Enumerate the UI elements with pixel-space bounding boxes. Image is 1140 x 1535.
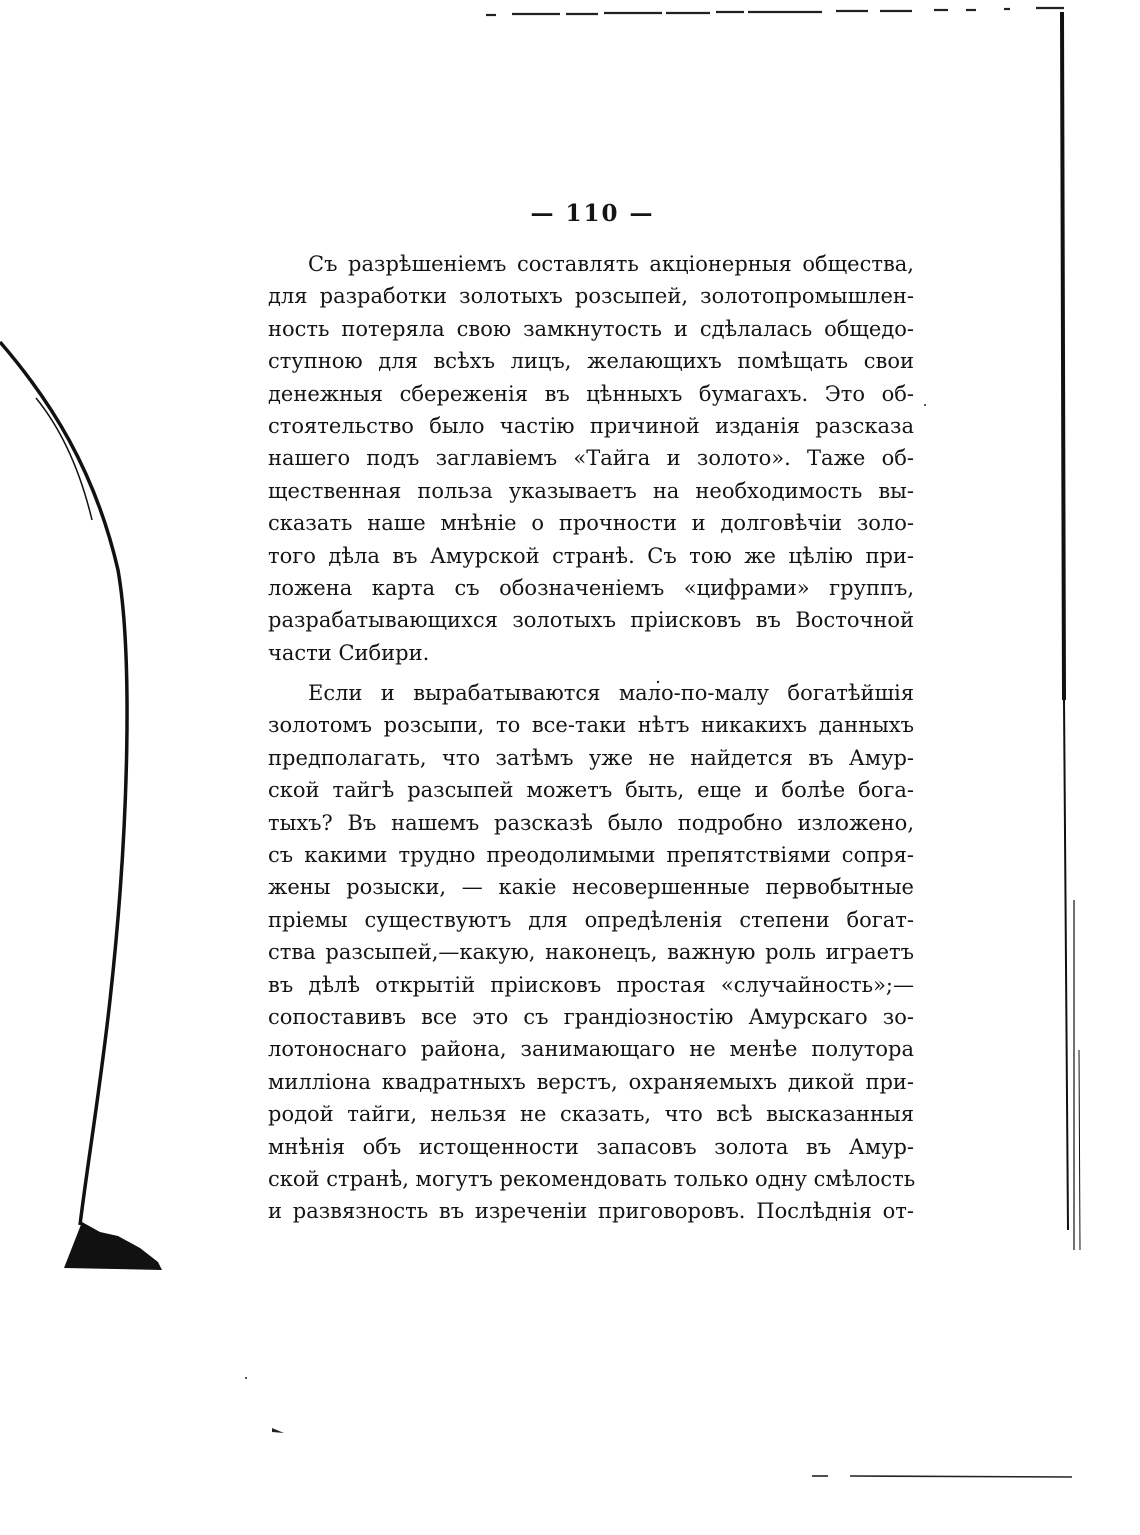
text-line: части Сибири. (268, 640, 430, 665)
text-line: ступною для всѣхъ лицъ, желающихъ помѣщать свои (268, 349, 914, 374)
text-line: ской странѣ, могутъ рекомендовать только одну смѣлость (268, 1166, 916, 1191)
text-line: разрабатывающихся золотыхъ прiисковъ въ Восточной (268, 608, 914, 633)
binding-curve (0, 342, 162, 1270)
text-line: лотоноснаго района, занимающаго не менѣе полутора (268, 1037, 914, 1062)
text-line: ложена карта съ обозначеніемъ «цифрами» группъ, (268, 575, 914, 600)
text-line: сопоставивъ все это съ грандіозностію Амурскаго зо- (268, 1004, 914, 1029)
text-line: милліона квадратныхъ верстъ, охраняемыхъ дикой при- (268, 1069, 914, 1094)
text-line: стоятельство было частію причиной изданія разсказа (268, 413, 914, 438)
text-line: золотомъ розсыпи, то все-таки нѣтъ никакихъ данныхъ (268, 713, 914, 738)
text-line: сказать наше мнѣніе о прочности и долговѣчіи золо- (268, 511, 914, 536)
text-line: тыхъ? Въ нашемъ разсказѣ было подробно изложено, (268, 810, 914, 835)
body-text (268, 248, 914, 1228)
text-line: щественная польза указываетъ на необходимость вы- (268, 478, 914, 503)
text-line: жены розыски, — какіе несовершенные первобытные (268, 875, 914, 900)
text-line: ства разсыпей,—какую, наконецъ, важную роль играетъ (268, 940, 914, 965)
text-line: въ дѣлѣ открытій прiисковъ простая «случайность»;— (268, 972, 914, 997)
text-line: Съ разрѣшеніемъ составлять акціонерныя общества, (308, 252, 914, 276)
top-dashed-rule (486, 8, 1064, 15)
text-line: мнѣнія объ истощенности запасовъ золота въ Амур- (268, 1134, 914, 1159)
text-line: и развязность въ изреченіи приговоровъ. Послѣднія от- (268, 1199, 914, 1224)
text-line: денежныя сбереженія въ цѣнныхъ бумагахъ. Это об- (268, 381, 914, 406)
text-line: Если и вырабатываются мало-по-малу богатѣйшія (308, 681, 914, 706)
paragraph-1 (268, 248, 914, 669)
text-line: ность потеряла свою замкнутость и сдѣлалась общедо- (268, 316, 914, 341)
text-line: съ какими трудно преодолимыми препятствіями сопря- (268, 843, 914, 868)
paragraph-gap (268, 669, 914, 677)
text-line: для разработки золотыхъ розсыпей, золотопромышлен- (268, 284, 914, 309)
bottom-dashed-rule (812, 1476, 1072, 1477)
text-line: родой тайги, нельзя не сказать, что всѣ высказанныя (268, 1102, 914, 1127)
text-line: предполагать, что затѣмъ уже не найдется въ Амур- (268, 745, 914, 770)
text-line: нашего подъ заглавіемъ «Тайга и золото». Таже об- (268, 446, 914, 471)
page-number: — 110 — (530, 200, 655, 227)
right-edge-line (1062, 12, 1080, 1250)
paragraph-2 (268, 677, 914, 1228)
text-line: того дѣла въ Амурской странѣ. Съ тою же цѣлію при- (268, 543, 914, 568)
text-line: пріемы существуютъ для опредѣленія степени богат- (268, 907, 914, 932)
text-line: ской тайгѣ разсыпей можетъ быть, еще и болѣе бога- (268, 778, 914, 803)
